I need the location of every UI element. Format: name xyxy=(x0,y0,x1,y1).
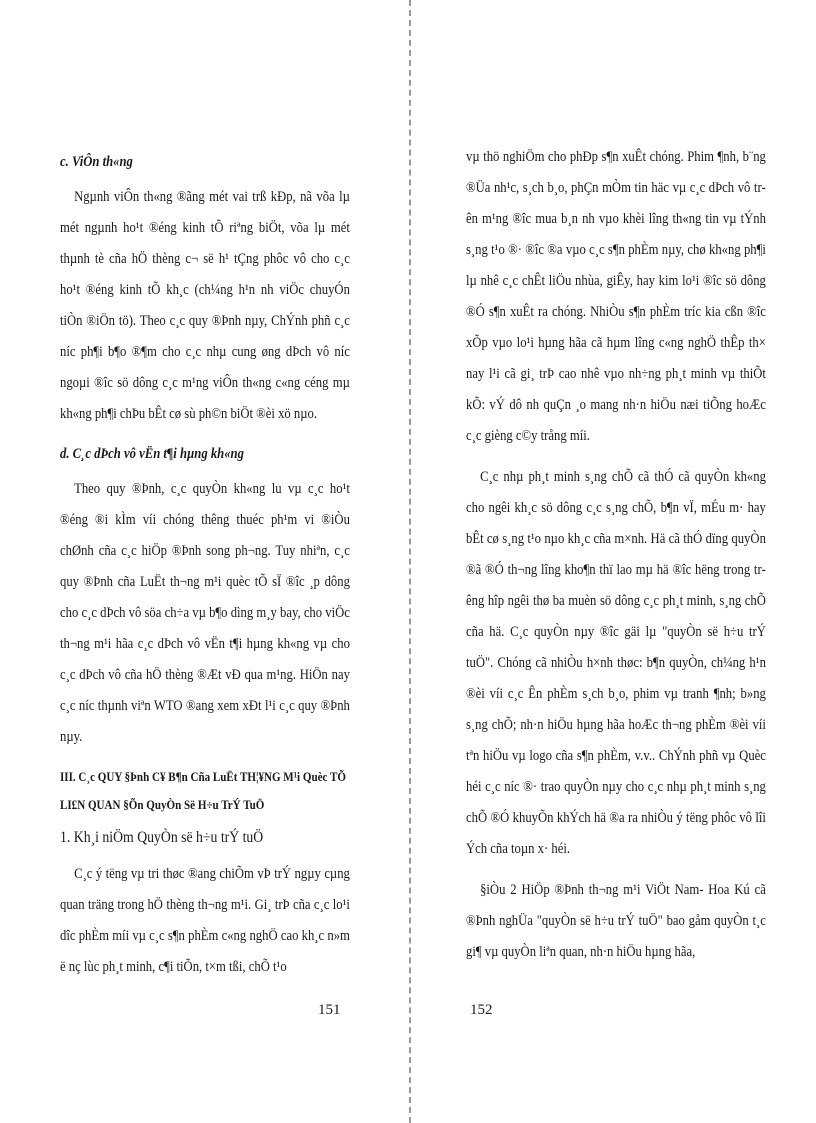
right-page xyxy=(466,0,766,1123)
paragraph-air-transport: Theo quy ®Þnh, c¸c quyÒn kh«ng lu vµ c¸c ho¹t ®éng ®i kÌm víi chóng thêng thuéc ph¹m vi ®iÒu chØnh cña c¸c hiÖp ®Þnh song ph¬ng. Tuy nhiªn, c¸c quy ®Þnh cña LuËt th¬ng m¹i quèc tÕ sÏ ®îc ¸p dông cho c¸c dÞch vô söa ch÷a vµ b¶o dìng m¸y bay, cho viÖc th¬ng m¹i hãa c¸c dÞch vô vËn t¶i hµng kh«ng vµ cho c¸c dÞch vô cña hÖ thèng ®Æt vÐ qua m¹ng. HiÖn nay c¸c níc thµnh viªn WTO ®ang xem xÐt l¹i c¸c quy ®Þnh nµy. xyxy=(60,481,350,745)
left-page-content xyxy=(60,148,350,993)
page-spine-divider xyxy=(409,0,412,1123)
paragraph-inventors-rights: C¸c nhµ ph¸t minh s¸ng chÕ cã thÓ cã quyÒn kh«ng cho ngêi kh¸c sö dông c¸c s¸ng chÕ, b¶n vÏ, mÉu m· hay bÊt cø s¸ng t¹o nµo kh¸c cña m×nh. Hä cã thÓ dïng quyÒn ®ã ®Ó th¬ng lîng kho¶n thï lao mµ hä ®îc hëng trong trêng hîp ngêi thø ba muèn sö dông c¸c ph¸t minh, s¸ng chÕ cña hä. C¸c quyÒn nµy ®îc gäi lµ "quyÒn së h÷u trÝ tuÖ". Chóng cã nhiÒu h×nh thøc: b¶n quyÒn, ch¼ng h¹n ®èi víi c¸c Ên phÈm s¸ch b¸o, phim vµ tranh ¶nh; b»ng s¸ng chÕ; nh·n hiÖu hµng hãa hoÆc th¬ng phÈm ®èi víi tªn hiÖu vµ logo cña s¶n phÈm, v.v.. ChÝnh phñ vµ Quèc héi c¸c níc ®· trao quyÒn nµy cho c¸c nhµ ph¸t minh s¸ng chÕ ®Ó khuyÕn khÝch hä ®a ra nhiÒu ý tëng phôc vô lîi Ých cña toµn x· héi. xyxy=(466,469,766,857)
page-number-left: 151 xyxy=(318,1002,341,1018)
page-number-right: 152 xyxy=(470,1002,493,1018)
paragraph-article-2: §iÒu 2 HiÖp ®Þnh th¬ng m¹i ViÖt Nam- Hoa Kú cã ®Þnh nghÜa "quyÒn së h÷u trÝ tuÖ" bao gåm quyÒn t¸c gi¶ vµ quyÒn liªn quan, nh·n hiÖu hµng hãa, xyxy=(466,882,766,960)
paragraph-telecom: Ngµnh viÔn th«ng ®ãng mét vai trß kÐp, nã võa lµ mét ngµnh ho¹t ®éng kinh tÕ riªng biÖt, võa lµ mét thµnh tè cña hÖ thèng c¬ së h¹ tÇng phôc vô cho c¸c ho¹t ®éng kinh tÕ kh¸c (ch¼ng h¹n nh viÖc chuyÓn tiÒn ®iÖn tö). Theo c¸c quy ®Þnh nµy, ChÝnh phñ c¸c níc ph¶i b¶o ®¶m cho c¸c nhµ cung øng dÞch vô níc ngoµi ®îc sö dông c¸c m¹ng viÔn th«ng c«ng céng mµ kh«ng ph¶i chÞu bÊt cø sù ph©n biÖt ®èi xö nµo. xyxy=(60,189,350,422)
section-heading-telecom: c. ViÔn th«ng xyxy=(60,154,133,170)
subheading-ip-concept: 1. Kh¸i niÖm QuyÒn së h÷u trÝ tuÖ xyxy=(60,829,264,846)
left-page xyxy=(60,0,350,1123)
section-heading-air-transport: d. C¸c dÞch vô vËn t¶i hµng kh«ng xyxy=(60,446,244,462)
right-page-content xyxy=(466,142,766,978)
paragraph-ip-continued: vµ thö nghiÖm cho phÐp s¶n xuÊt chóng. Phim ¶nh, b¨ng ®Üa nh¹c, s¸ch b¸o, phÇn mÒm tin häc vµ c¸c dÞch vô trên m¹ng ®îc mua b¸n nh vµo khèi lîng th«ng tin vµ tÝnh s¸ng t¹o ®· ®îc ®a vµo c¸c s¶n phÈm nµy, chø kh«ng ph¶i lµ nhê c¸c chÊt liÖu nhùa, giÊy, hay kim lo¹i ®îc sö dông ®Ó s¶n xuÊt ra chóng. NhiÒu s¶n phÈm tríc kia cßn ®îc xÕp vµo lo¹i hµng hãa cã hµm lîng c«ng nghÖ thÊp th× nay l¹i cã gi¸ trÞ cao nhê vµo nh÷ng ph¸t minh vµ thiÕt kÕ: vÝ dô nh quÇn ¸o mang nh·n hiÖu næi tiÕng hoÆc c¸c gièng c©y trång míi. xyxy=(466,149,766,444)
paragraph-ip-intro: C¸c ý tëng vµ tri thøc ®ang chiÕm vÞ trÝ ngµy cµng quan träng trong hÖ thèng th¬ng m¹i. Gi¸ trÞ cña c¸c lo¹i dîc phÈm míi vµ c¸c s¶n phÈm c«ng nghÖ cao kh¸c n»m ë nç lùc ph¸t minh, c¶i tiÕn, t×m tßi, chÕ t¹o xyxy=(60,866,350,975)
chapter-heading-intellectual-property: III. C¸c QUY §Þnh C¥ B¶n Cña LuËt TH¦¥NG M¹i Quèc TÕ LI£N QUAN §Õn QuyÒn Së H÷u TrÝ TuÖ xyxy=(60,769,346,812)
